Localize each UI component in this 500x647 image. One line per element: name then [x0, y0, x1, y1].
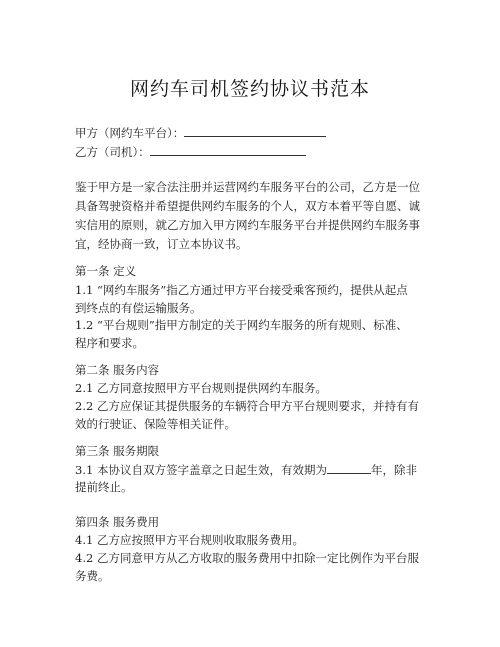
party-a-blank [184, 124, 326, 137]
article-2-heading: 第二条 服务内容 [75, 363, 160, 377]
document-title: 网约车司机签约协议书范本 [129, 78, 370, 100]
article-3-line: 提前终止。 [75, 480, 133, 494]
article-4-line: 务费。 [75, 569, 110, 583]
article-4-line: 4.2 乙方同意甲方从乙方收取的服务费用中扣除一定比例作为平台服 [75, 551, 419, 565]
party-b-label: 乙方（司机）： [75, 145, 150, 159]
article-3-text-after: 年，除非 [370, 463, 417, 477]
preamble-line: 宜，经协商一致，订立本协议书。 [75, 237, 248, 251]
article-1-heading: 第一条 定义 [75, 264, 137, 278]
preamble-line: 具备驾驶资格并希望提供网约车服务的个人，双方本着平等自愿、诚 [75, 199, 420, 213]
preamble-line: 鉴于甲方是一家合法注册并运营网约车服务平台的公司，乙方是一位 [75, 180, 420, 194]
party-a-line [75, 124, 326, 141]
article-4-line: 4.1 乙方应按照甲方平台规则收取服务费用。 [75, 533, 304, 547]
article-3-heading: 第三条 服务期限 [75, 444, 160, 458]
article-3-text-before: 3.1 本协议自双方签字盖章之日起生效，有效期为 [75, 463, 327, 477]
party-b-line [75, 143, 306, 160]
party-b-blank [150, 143, 306, 156]
article-1-line: 1.1 “网约车服务”指乙方通过甲方平台接受乘客预约，提供从起点 [75, 283, 408, 297]
article-1-line: 到终点的有偿运输服务。 [75, 301, 202, 315]
article-2-line: 效的行驶证、保险等相关证件。 [75, 417, 236, 431]
article-3-line [75, 461, 417, 478]
article-1-line: 1.2 “平台规则”指甲方制定的关于网约车服务的所有规则、标准、 [75, 318, 408, 332]
article-4-heading: 第四条 服务费用 [75, 515, 160, 529]
article-2-line: 2.2 乙方应保证其提供服务的车辆符合甲方平台规则要求，并持有有 [75, 399, 419, 413]
term-years-blank [327, 461, 371, 474]
article-1-line: 程序和要求。 [75, 336, 144, 350]
party-a-label: 甲方（网约车平台）： [75, 126, 185, 140]
preamble-line: 实信用的原则，就乙方加入甲方网约车服务平台并提供网约车服务事 [75, 218, 420, 232]
article-2-line: 2.1 乙方同意按照甲方平台规则提供网约车服务。 [75, 381, 327, 395]
